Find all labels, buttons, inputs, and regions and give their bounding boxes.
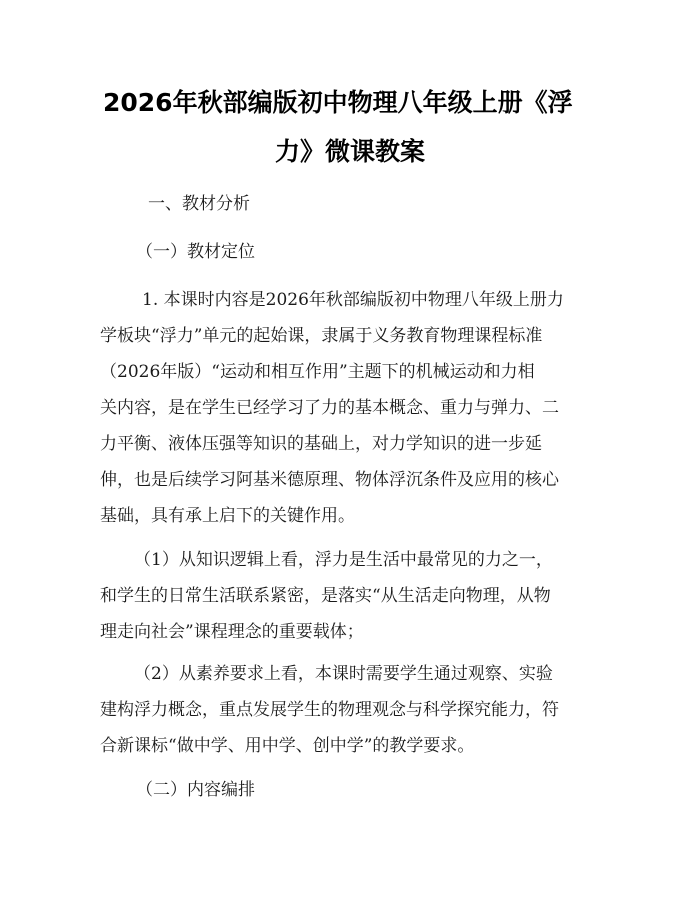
paragraph-line: 学板块“浮力”单元的起始课，隶属于义务教育物理课程标准 bbox=[100, 326, 543, 346]
document-title-line-2: 力》微课教案 bbox=[274, 137, 425, 166]
paragraph-line: 合新课标“做中学、用中学、创中学”的教学要求。 bbox=[100, 736, 475, 756]
paragraph-literacy-requirements bbox=[100, 656, 604, 764]
subsection-heading-positioning: （一）教材定位 bbox=[136, 242, 255, 262]
paragraph-line: 伸，也是后续学习阿基米德原理、物体浮沉条件及应用的核心 bbox=[100, 470, 559, 490]
paragraph-line: 基础，具有承上启下的关键作用。 bbox=[100, 506, 355, 526]
paragraph-line: 1. 本课时内容是2026年秋部编版初中物理八年级上册力 bbox=[142, 290, 564, 310]
paragraph-line: 力平衡、液体压强等知识的基础上，对力学知识的进一步延 bbox=[100, 434, 542, 454]
subsection-heading-content-arrangement: （二）内容编排 bbox=[136, 780, 255, 800]
paragraph-line: 和学生的日常生活联系紧密，是落实“从生活走向物理，从物 bbox=[100, 586, 551, 606]
document-title-line-1: 2026年秋部编版初中物理八年级上册《浮 bbox=[103, 88, 573, 117]
paragraph-line: 理走向社会”课程理念的重要载体； bbox=[100, 622, 364, 642]
paragraph-course-positioning bbox=[100, 282, 604, 534]
paragraph-line: （1）从知识逻辑上看，浮力是生活中最常见的力之一， bbox=[134, 550, 553, 570]
paragraph-line: 建构浮力概念，重点发展学生的物理观念与科学探究能力，符 bbox=[100, 700, 559, 720]
paragraph-line: 关内容，是在学生已经学习了力的基本概念、重力与弹力、二 bbox=[100, 398, 559, 418]
paragraph-line: （2026年版）“运动和相互作用”主题下的机械运动和力相 bbox=[100, 362, 535, 382]
paragraph-knowledge-logic bbox=[100, 542, 604, 650]
paragraph-line: （2）从素养要求上看，本课时需要学生通过观察、实验 bbox=[134, 664, 553, 684]
section-heading-textbook-analysis: 一、教材分析 bbox=[148, 194, 250, 214]
